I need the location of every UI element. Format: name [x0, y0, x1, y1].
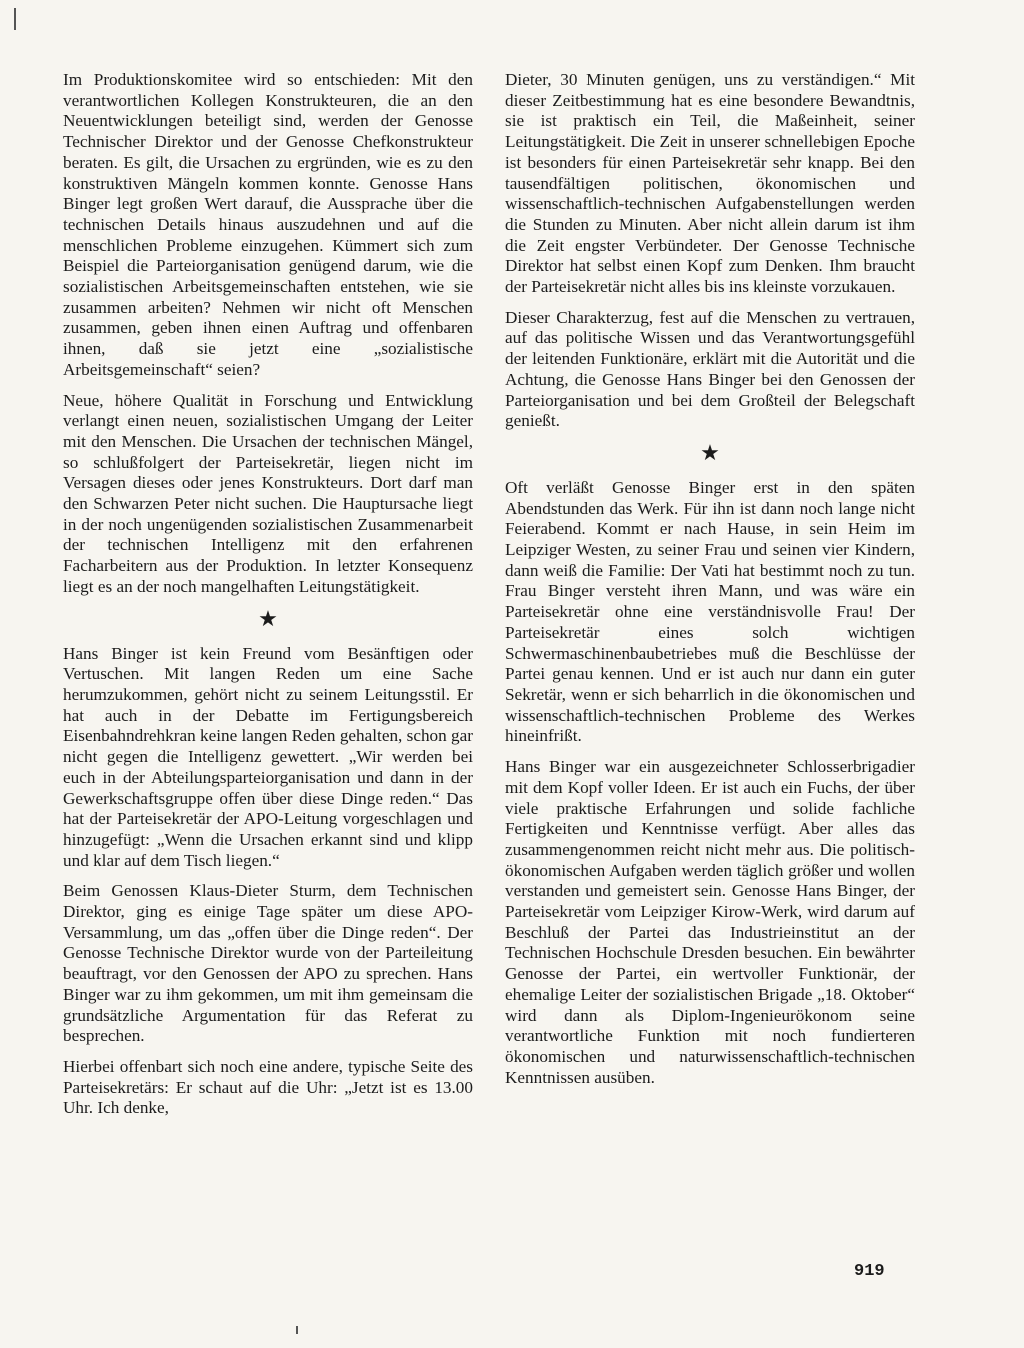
right-column: [505, 70, 915, 1098]
paragraph: Neue, höhere Qualität in Forschung und Entwicklung verlangt einen neuen, sozialistischen Umgang der Leiter mit den Menschen. Die Ursachen der technischen Mängel, so schlußfolgert der Parteisekretär, liegen nicht im Versagen dieses oder jenes Konstrukteurs. Dort darf man den Schwarzen Peter nicht suchen. Die Hauptursache liegt in der noch ungenügenden sozialistischen Zusammenarbeit der technischen Intelligenz mit den erfahrenen Facharbeitern aus der Produktion. In letzter Konsequenz liegt es an der noch mangelhaften Leitungstätigkeit.: [63, 390, 473, 596]
paragraph: Hans Binger ist kein Freund vom Besänftigen oder Vertuschen. Mit langen Reden um eine Sache herumzukommen, gehört nicht zu seinem Leitungsstil. Er hat auch in der Debatte im Fertigungsbereich Eisenbahndrehkran keine langen Reden gehalten, schon gar nicht gegen die Intelligenz gewettert. „Wir werden bei euch in der Abteilungsparteiorganisation und dann in der Gewerkschaftsgruppe offen über diese Dinge reden.“ Das hat der Parteisekretär der APO-Leitung vorgeschlagen und hinzugefügt: „Wenn die Ursachen erkannt sind und klipp und klar auf dem Tisch liegen.“: [63, 643, 473, 870]
page-number: 919: [854, 1262, 885, 1281]
paragraph: Dieter, 30 Minuten genügen, uns zu verständigen.“ Mit dieser Zeitbestimmung hat es eine besondere Bewandtnis, sie ist praktisch ein Teil, die Maßeinheit, seiner Leitungstätigkeit. Die Zeit in unserer schnellebigen Epoche ist besonders für einen Parteisekretär sehr knapp. Bei den tausendfältigen politischen, ökonomischen und wissenschaftlich-technischen Aufgabenstellungen werden die Stunden zu Minuten. Aber nicht allein darum ist ihm die Zeit engster Verbündeter. Der Genosse Technische Direktor hat selbst einen Kopf zum Denken. Ihm braucht der Parteisekretär nicht alles bis ins kleinste vorzukauen.: [505, 70, 915, 297]
paragraph: Beim Genossen Klaus-Dieter Sturm, dem Technischen Direktor, ging es einige Tage später um diese APO-Versammlung, um das „offen über die Dinge reden“. Der Genosse Technische Direktor wurde von der Parteileitung beauftragt, vor den Genossen der APO zu sprechen. Hans Binger war zu ihm gekommen, um mit ihm gemeinsam die grundsätzliche Argumentation für das Referat zu besprechen.: [63, 881, 473, 1046]
scan-mark: [14, 8, 16, 30]
section-divider-star: ★: [700, 439, 720, 465]
paragraph: Hierbei offenbart sich noch eine andere, typische Seite des Parteisekretärs: Er schaut auf die Uhr: „Jetzt ist es 13.00 Uhr. Ich denke,: [63, 1056, 473, 1118]
paragraph: Oft verläßt Genosse Binger erst in den späten Abendstunden das Werk. Für ihn ist dann noch lange nicht Feierabend. Kommt er nach Hause, in sein Heim im Leipziger Westen, zu seiner Frau und seinen vier Kindern, dann weiß die Familie: Der Vati hat bestimmt noch zu tun. Frau Binger versteht ihren Mann, und was wäre ein Parteisekretär ohne eine verständnisvolle Frau! Der Parteisekretär eines solch wichtigen Schwermaschinenbaubetriebes muß die Beschlüsse der Partei genau kennen. Und er ist auch nur dann ein guter Sekretär, wenn er sich beharrlich in die ökonomischen und wissenschaftlich-technischen Probleme des Werkes hineinfrißt.: [505, 477, 915, 746]
section-divider-star: ★: [258, 605, 278, 631]
paragraph: Dieser Charakterzug, fest auf die Menschen zu vertrauen, auf das politische Wissen und das Verantwortungsgefühl der leitenden Funktionäre, erklärt mit die Autorität und die Achtung, die Genosse Hans Binger bei den Genossen der Parteiorganisation und bei dem Großteil der Belegschaft genießt.: [505, 307, 915, 431]
paragraph: Hans Binger war ein ausgezeichneter Schlosserbrigadier mit dem Kopf voller Ideen. Er ist auch ein Fuchs, der über viele praktische Erfahrungen und solide fachliche Fertigkeiten und Kenntnisse verfügt. Aber alles das zusammengenommen reicht nicht mehr aus. Die politisch-ökonomischen Aufgaben werden täglich größer und wollen verstanden und gemeistert sein. Genosse Hans Binger, der Parteisekretär vom Leipziger Kirow-Werk, wird darum auf Beschluß der Partei das Industrieinstitut an der Technischen Hochschule Dresden besuchen. Ein bewährter Genosse der Partei, ein wertvoller Funktionär, der ehemalige Leiter der sozialistischen Brigade „18. Oktober“ wird dann als Diplom-Ingenieurökonom seine verantwortliche Funktion mit noch fundierteren ökonomischen und naturwissenschaftlich-technischen Kenntnissen ausüben.: [505, 757, 915, 1087]
left-column: [63, 70, 473, 1129]
paragraph: Im Produktionskomitee wird so entschieden: Mit den verantwortlichen Kollegen Konstrukteuren, die an den Neuentwicklungen beteiligt sind, werden der Genosse Technischer Direktor und der Genosse Chefkonstrukteur beraten. Es gilt, die Ursachen zu ergründen, wie es zu den konstruktiven Mängeln kommen konnte. Genosse Hans Binger legt großen Wert darauf, die Aussprache über die technischen Details hinaus auszudehnen und auf die menschlichen Probleme einzugehen. Kümmert sich zum Beispiel die Parteiorganisation genügend darum, wie die sozialistischen Arbeitsgemeinschaften entstehen, wie sie zusammen arbeiten? Nehmen wir nicht oft Menschen zusammen, geben ihnen einen Auftrag und offenbaren ihnen, daß sie jetzt eine „sozialistische Arbeitsgemeinschaft“ seien?: [63, 70, 473, 379]
scan-speck: [296, 1326, 298, 1334]
